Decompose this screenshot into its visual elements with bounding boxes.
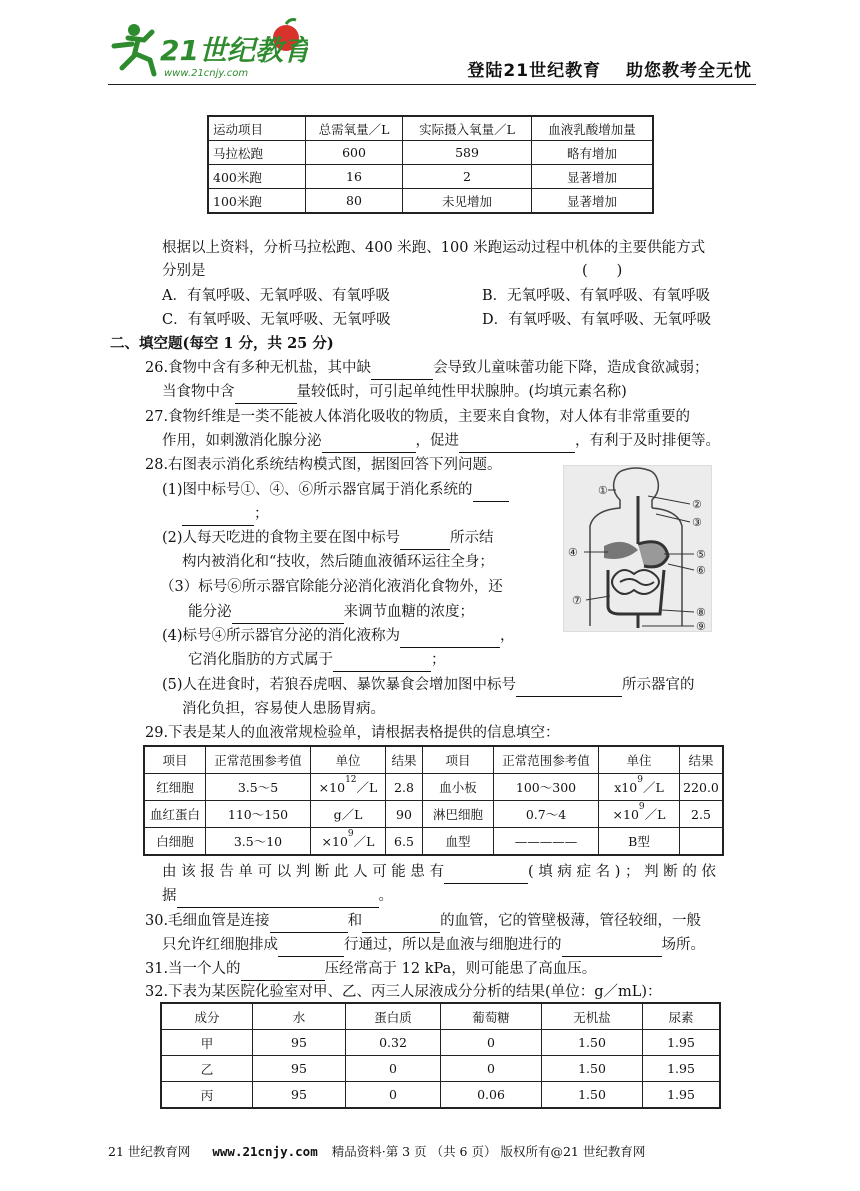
- table-cell: 单住: [599, 746, 680, 774]
- site-logo: [108, 16, 308, 82]
- q25-option-a: A．有氧呼吸、无氧呼吸、有氧呼吸: [162, 288, 390, 304]
- unit-exponent: 12: [345, 775, 357, 785]
- figure-label: ⑤: [696, 548, 706, 561]
- unit-exponent: 9: [637, 775, 643, 785]
- q29-text: 。: [378, 888, 393, 904]
- q29-text: 由 该 报 告 单 可 以 判 断 此 人 可 能 患 有: [162, 864, 445, 880]
- figure-label: ②: [692, 498, 702, 511]
- answer-blank[interactable]: [182, 507, 254, 526]
- footer-site: 21 世纪教育网: [108, 1144, 191, 1159]
- table-header-row: [144, 746, 723, 774]
- table-cell: 结果: [386, 746, 423, 774]
- table-row: [208, 165, 653, 189]
- q29-conclusion-1: [162, 860, 716, 884]
- q28-intro: 28.右图表示消化系统结构模式图，据图回答下列问题。: [145, 457, 502, 473]
- answer-blank[interactable]: [278, 938, 344, 957]
- q26-text: 当食物中含: [162, 384, 235, 400]
- answer-blank[interactable]: [400, 629, 500, 648]
- table-cell: 显著增加: [532, 165, 654, 189]
- answer-blank[interactable]: [270, 914, 348, 933]
- q30-text: 和: [347, 913, 363, 929]
- table-row: [161, 1030, 720, 1056]
- q30-line-2: [162, 933, 705, 957]
- q26-text: 会导致儿童味蕾功能下降，造成食欲减弱；: [433, 360, 709, 376]
- table-cell: 血红蛋白: [144, 801, 206, 828]
- table-cell: 2.5: [680, 801, 724, 828]
- figure-label: ⑦: [572, 594, 582, 607]
- q28-sub-1-cont: [182, 502, 269, 526]
- table-cell: 淋巴细胞: [423, 801, 494, 828]
- q27-line-1: 27.食物纤维是一类不能被人体消化吸收的物质，主要来自食物，对人体有非常重要的: [145, 409, 691, 425]
- q26-line-2: [162, 380, 627, 404]
- q32-intro: 32.下表为某医院化验室对甲、乙、丙三人尿液成分分析的结果(单位：g／mL)：: [145, 984, 662, 1000]
- answer-blank[interactable]: [371, 361, 433, 380]
- q25-option-c: C．有氧呼吸、无氧呼吸、无氧呼吸: [162, 312, 391, 328]
- q28-text: 来调节血糖的浓度；: [343, 604, 474, 620]
- answer-blank[interactable]: [444, 865, 528, 884]
- table-cell: 马拉松跑: [208, 141, 306, 165]
- table-cell: 显著增加: [532, 189, 654, 214]
- table-cell: 0.06: [441, 1082, 542, 1109]
- q28-sub-4-cont: [188, 648, 446, 672]
- q25-stem-2: 分别是: [162, 263, 206, 279]
- q28-text: 所示器官的: [622, 677, 695, 693]
- q28-text: (4)标号④所示器官分泌的消化液称为: [162, 628, 401, 644]
- q29-text: ( 填 病 症 名 ) ； 判 断 的 依: [528, 864, 716, 880]
- table-cell: 600: [306, 141, 403, 165]
- table-cell: 结果: [680, 746, 724, 774]
- table-cell: 正常范围参考值: [494, 746, 599, 774]
- figure-label: ⑥: [696, 564, 706, 577]
- table-cell: 1.50: [542, 1056, 643, 1082]
- figure-label: ④: [568, 546, 578, 559]
- table-cell: 成分: [161, 1003, 253, 1030]
- table-cell: 0: [441, 1056, 542, 1082]
- q26-text: 量较低时，可引起单纯性甲状腺肿。(均填元素名称): [296, 384, 627, 400]
- table-cell: 1.50: [542, 1082, 643, 1109]
- q31-line: [145, 957, 596, 981]
- q28-sub-3: （3）标号⑥所示器官除能分泌消化液消化食物外，还: [160, 579, 503, 595]
- footer-url[interactable]: www.21cnjy.com: [212, 1144, 318, 1159]
- table-cell: 1.95: [643, 1030, 721, 1056]
- table-cell: [680, 828, 724, 856]
- q25-stem-1: 根据以上资料，分析马拉松跑、400 米跑、100 米跑运动过程中机体的主要供能方式: [162, 240, 706, 256]
- table-cell: 0: [346, 1056, 441, 1082]
- q27-text: ，有利于及时排便等。: [575, 433, 720, 449]
- figure-label: ⑧: [696, 606, 706, 619]
- table-cell: 0.7～4: [494, 801, 599, 828]
- answer-blank[interactable]: [333, 653, 431, 672]
- table-row: [161, 1056, 720, 1082]
- q28-sub-5-cont: 消化负担，容易使人患肠胃病。: [182, 701, 385, 717]
- table-cell: 95: [253, 1030, 346, 1056]
- q29-intro: 29.下表是某人的血液常规检验单，请根据表格提供的信息填空：: [145, 725, 560, 741]
- table-cell: 6.5: [386, 828, 423, 856]
- q28-text: ；: [254, 506, 269, 522]
- header-divider: [108, 84, 756, 85]
- q25-option-b: B．无氧呼吸、有氧呼吸、有氧呼吸: [482, 288, 711, 304]
- table-cell: 100米跑: [208, 189, 306, 214]
- page-footer: [108, 1142, 645, 1160]
- unit-base: ×10: [318, 780, 346, 795]
- table-header-row: [208, 116, 653, 141]
- q28-text: (5)人在进食时，若狼吞虎咽、暴饮暴食会增加图中标号: [162, 677, 517, 693]
- table-cell: 红细胞: [144, 774, 206, 801]
- q27-text: ，促进: [415, 433, 459, 449]
- table-cell: 2: [403, 165, 532, 189]
- table-cell: 运动项目: [208, 116, 306, 141]
- q26-line-1: [145, 356, 709, 380]
- q30-text: 只允许红细胞排成: [162, 937, 278, 953]
- q28-text: ，: [500, 628, 515, 644]
- unit-suffix: ／L: [353, 834, 375, 849]
- q30-line-1: [145, 909, 701, 933]
- table-cell: 2.8: [386, 774, 423, 801]
- table-cell: 甲: [161, 1030, 253, 1056]
- logo-text: 21世纪教育: [160, 34, 308, 67]
- table-cell: 220.0: [680, 774, 724, 801]
- table-cell: 丙: [161, 1082, 253, 1109]
- table-cell: 血小板: [423, 774, 494, 801]
- answer-blank[interactable]: [362, 914, 440, 933]
- table-cell: 蛋白质: [346, 1003, 441, 1030]
- answer-blank[interactable]: [459, 434, 575, 453]
- q28-sub-5: [162, 673, 695, 697]
- table-cell: 100～300: [494, 774, 599, 801]
- q28-sub-4: [162, 624, 515, 648]
- q29-text: 据: [162, 888, 177, 904]
- table-cell: 尿素: [643, 1003, 721, 1030]
- blood-test-table: [143, 745, 724, 856]
- table-cell: 血液乳酸增加量: [532, 116, 654, 141]
- q28-sub-2-cont: 构内被消化和“技收，然后随血液循环运往全身；: [182, 554, 494, 570]
- table-cell: 总需氧量／L: [306, 116, 403, 141]
- header-slogan: 登陆21世纪教育 助您教考全无忧: [467, 61, 752, 81]
- answer-blank[interactable]: [177, 889, 379, 908]
- table-row: [208, 141, 653, 165]
- q28-text: ；: [431, 652, 446, 668]
- answer-blank[interactable]: [562, 938, 662, 957]
- table-cell: g／L: [311, 801, 386, 828]
- q30-text: 场所。: [661, 937, 705, 953]
- q25-option-d: D．有氧呼吸、有氧呼吸、无氧呼吸: [482, 312, 712, 328]
- table-cell: 略有增加: [532, 141, 654, 165]
- unit-base: ×10: [612, 807, 639, 822]
- figure-label: ⑨: [696, 620, 706, 631]
- table-cell: 110～150: [206, 801, 311, 828]
- q28-text: 能分泌: [188, 604, 232, 620]
- q28-text: (1)图中标号①、④、⑥所示器官属于消化系统的: [162, 482, 473, 498]
- exercise-oxygen-table: [207, 115, 654, 214]
- q30-text: 行通过，所以是血液与细胞进行的: [344, 937, 562, 953]
- table-cell: 水: [253, 1003, 346, 1030]
- table-cell: B型: [599, 828, 680, 856]
- table-cell: 400米跑: [208, 165, 306, 189]
- answer-blank[interactable]: [235, 385, 297, 404]
- q28-text: 所示结: [450, 530, 494, 546]
- table-cell: 1.50: [542, 1030, 643, 1056]
- table-cell: 80: [306, 189, 403, 214]
- q26-text: 26.食物中含有多种无机盐，其中缺: [145, 360, 372, 376]
- urine-analysis-table: [160, 1002, 721, 1109]
- table-cell: 正常范围参考值: [206, 746, 311, 774]
- q27-line-2: [162, 429, 720, 453]
- table-cell: [599, 774, 680, 801]
- unit-suffix: ／L: [642, 780, 664, 795]
- digestive-system-figure: [563, 465, 712, 632]
- q28-sub-2: [162, 526, 494, 550]
- figure-label: ①: [598, 484, 608, 497]
- table-cell: 无机盐: [542, 1003, 643, 1030]
- q25-answer-paren: ( ): [582, 263, 623, 279]
- table-cell: —————: [494, 828, 599, 856]
- answer-blank[interactable]: [400, 531, 450, 550]
- table-cell: 0: [441, 1030, 542, 1056]
- answer-blank[interactable]: [232, 605, 344, 624]
- table-cell: 白细胞: [144, 828, 206, 856]
- table-cell: 1.95: [643, 1056, 721, 1082]
- q31-text: 31.当一个人的: [145, 961, 241, 977]
- table-cell: 0.32: [346, 1030, 441, 1056]
- unit-exponent: 9: [347, 829, 354, 839]
- q31-text: 压经常高于 12 kPa，则可能患了高血压。: [324, 961, 597, 977]
- table-cell: 95: [253, 1056, 346, 1082]
- q28-sub-1: [162, 478, 509, 502]
- table-row: [144, 774, 723, 801]
- q29-conclusion-2: [162, 884, 393, 908]
- table-cell: 葡萄糖: [441, 1003, 542, 1030]
- q28-sub-3-cont: [188, 600, 474, 624]
- answer-blank[interactable]: [516, 678, 622, 697]
- table-row: [144, 801, 723, 828]
- unit-suffix: ／L: [356, 780, 378, 795]
- table-cell: 0: [346, 1082, 441, 1109]
- table-cell: 1.95: [643, 1082, 721, 1109]
- table-cell: 单位: [311, 746, 386, 774]
- table-cell: 95: [253, 1082, 346, 1109]
- table-cell: [311, 774, 386, 801]
- unit-base: ×10: [321, 834, 348, 849]
- table-cell: 乙: [161, 1056, 253, 1082]
- q28-text: 它消化脂肪的方式属于: [188, 652, 333, 668]
- table-cell: [311, 828, 386, 856]
- table-row: [208, 189, 653, 214]
- table-cell: 实际摄入氧量／L: [403, 116, 532, 141]
- q27-text: 作用，如刺激消化腺分泌: [162, 433, 322, 449]
- table-cell: [599, 801, 680, 828]
- table-cell: 3.5～10: [206, 828, 311, 856]
- unit-base: x10: [614, 780, 638, 795]
- section-title: 二、填空题(每空 1 分，共 25 分): [110, 335, 334, 352]
- table-cell: 3.5～5: [206, 774, 311, 801]
- unit-exponent: 9: [638, 802, 645, 812]
- answer-blank[interactable]: [473, 483, 509, 502]
- table-row: [144, 828, 723, 856]
- figure-label: ③: [692, 516, 702, 529]
- table-header-row: [161, 1003, 720, 1030]
- table-cell: 16: [306, 165, 403, 189]
- table-row: [161, 1082, 720, 1109]
- table-cell: 项目: [423, 746, 494, 774]
- q28-text: (2)人每天吃进的食物主要在图中标号: [162, 530, 401, 546]
- footer-page-info: 精品资料·第 3 页 （共 6 页） 版权所有@21 世纪教育网: [331, 1144, 646, 1159]
- answer-blank[interactable]: [322, 434, 416, 453]
- table-cell: 90: [386, 801, 423, 828]
- table-cell: 未见增加: [403, 189, 532, 214]
- table-cell: 项目: [144, 746, 206, 774]
- q30-text: 的血管，它的管壁极薄，管径较细，一般: [440, 913, 702, 929]
- table-cell: 589: [403, 141, 532, 165]
- table-cell: 血型: [423, 828, 494, 856]
- logo-url: www.21cnjy.com: [164, 68, 249, 79]
- answer-blank[interactable]: [241, 962, 325, 981]
- q30-text: 30.毛细血管是连接: [145, 913, 270, 929]
- unit-suffix: ／L: [644, 807, 666, 822]
